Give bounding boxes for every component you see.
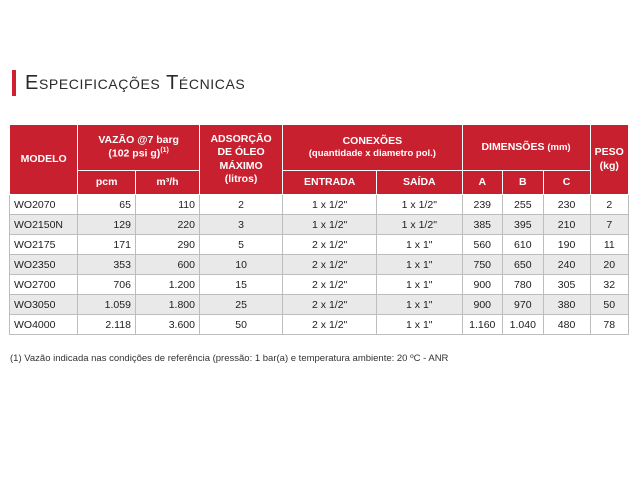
cell-m3h: 1.200: [135, 275, 199, 295]
specifications-table: [9, 124, 629, 335]
header-vazao-line1: VAZÃO @7 barg: [98, 134, 179, 147]
cell-dim-c: 230: [543, 195, 590, 215]
cell-dim-a: 560: [462, 235, 503, 255]
cell-dim-b: 650: [503, 255, 544, 275]
cell-dim-c: 480: [543, 315, 590, 335]
header-pcm: pcm: [78, 171, 136, 195]
cell-pcm: 129: [78, 215, 136, 235]
table-row: [10, 195, 629, 215]
cell-entrada: 1 x 1/2": [283, 215, 377, 235]
header-dim-a: A: [462, 171, 503, 195]
cell-peso: 2: [590, 195, 628, 215]
cell-dim-a: 900: [462, 295, 503, 315]
cell-oleo: 5: [199, 235, 282, 255]
cell-entrada: 2 x 1/2": [283, 275, 377, 295]
header-vazao: [78, 125, 200, 171]
cell-dim-a: 239: [462, 195, 503, 215]
cell-entrada: 2 x 1/2": [283, 315, 377, 335]
cell-dim-a: 750: [462, 255, 503, 275]
cell-saida: 1 x 1": [377, 315, 462, 335]
cell-pcm: 353: [78, 255, 136, 275]
cell-saida: 1 x 1": [377, 275, 462, 295]
cell-modelo: WO2175: [10, 235, 78, 255]
cell-pcm: 171: [78, 235, 136, 255]
cell-dim-c: 380: [543, 295, 590, 315]
header-conexoes-sub: (quantidade x diametro pol.): [308, 148, 436, 160]
cell-pcm: 65: [78, 195, 136, 215]
cell-peso: 7: [590, 215, 628, 235]
header-vazao-psi: (102 psi g): [108, 147, 161, 160]
cell-peso: 11: [590, 235, 628, 255]
cell-dim-b: 255: [503, 195, 544, 215]
cell-modelo: WO2700: [10, 275, 78, 295]
cell-pcm: 706: [78, 275, 136, 295]
header-dim-b: B: [503, 171, 544, 195]
cell-entrada: 1 x 1/2": [283, 195, 377, 215]
header-dimensoes: [462, 125, 590, 171]
cell-oleo: 3: [199, 215, 282, 235]
cell-m3h: 3.600: [135, 315, 199, 335]
cell-saida: 1 x 1": [377, 235, 462, 255]
header-m3h: m³/h: [135, 171, 199, 195]
cell-entrada: 2 x 1/2": [283, 255, 377, 275]
cell-dim-a: 385: [462, 215, 503, 235]
specifications-table-body: [10, 195, 629, 335]
title-accent-bar: [12, 70, 16, 96]
cell-saida: 1 x 1": [377, 295, 462, 315]
cell-peso: 20: [590, 255, 628, 275]
cell-dim-c: 210: [543, 215, 590, 235]
section-title: Especificações Técnicas: [25, 71, 246, 94]
header-conexoes: [283, 125, 462, 171]
cell-dim-b: 780: [503, 275, 544, 295]
cell-dim-b: 970: [503, 295, 544, 315]
cell-dim-c: 190: [543, 235, 590, 255]
table-row: [10, 315, 629, 335]
cell-peso: 78: [590, 315, 628, 335]
cell-modelo: WO2070: [10, 195, 78, 215]
section-header: [12, 68, 245, 98]
table-row: [10, 235, 629, 255]
cell-dim-a: 1.160: [462, 315, 503, 335]
header-vazao-footnote-ref: (1): [160, 147, 169, 155]
cell-dim-a: 900: [462, 275, 503, 295]
cell-m3h: 600: [135, 255, 199, 275]
cell-m3h: 110: [135, 195, 199, 215]
cell-modelo: WO4000: [10, 315, 78, 335]
cell-saida: 1 x 1": [377, 255, 462, 275]
cell-pcm: 2.118: [78, 315, 136, 335]
cell-saida: 1 x 1/2": [377, 195, 462, 215]
header-peso-title: PESO: [594, 146, 624, 159]
cell-m3h: 220: [135, 215, 199, 235]
header-vazao-line2: [80, 147, 197, 161]
cell-peso: 50: [590, 295, 628, 315]
cell-oleo: 2: [199, 195, 282, 215]
header-modelo: MODELO: [10, 125, 78, 195]
cell-oleo: 15: [199, 275, 282, 295]
cell-dim-b: 395: [503, 215, 544, 235]
table-row: [10, 255, 629, 275]
header-dim-c: C: [543, 171, 590, 195]
header-dimensoes-title: DIMENSÕES: [481, 140, 545, 153]
table-row: [10, 275, 629, 295]
table-row: [10, 295, 629, 315]
cell-pcm: 1.059: [78, 295, 136, 315]
header-entrada: ENTRADA: [283, 171, 377, 195]
cell-modelo: WO3050: [10, 295, 78, 315]
header-saida: SAÍDA: [377, 171, 462, 195]
cell-dim-b: 610: [503, 235, 544, 255]
cell-peso: 32: [590, 275, 628, 295]
cell-dim-b: 1.040: [503, 315, 544, 335]
cell-modelo: WO2150N: [10, 215, 78, 235]
cell-entrada: 2 x 1/2": [283, 235, 377, 255]
header-peso-unit: (kg): [599, 159, 619, 172]
footnote: (1) Vazão indicada nas condições de referência (pressão: 1 bar(a) e temperatura ambiente: 20 ºC - ANR: [10, 353, 449, 364]
cell-m3h: 290: [135, 235, 199, 255]
cell-dim-c: 305: [543, 275, 590, 295]
header-dimensoes-unit: (mm): [547, 141, 571, 153]
cell-modelo: WO2350: [10, 255, 78, 275]
cell-oleo: 25: [199, 295, 282, 315]
cell-entrada: 2 x 1/2": [283, 295, 377, 315]
header-peso: [590, 125, 628, 195]
table-row: [10, 215, 629, 235]
header-adsorcao: ADSORÇÃO DE ÓLEO MÁXIMO (litros): [199, 125, 282, 195]
cell-m3h: 1.800: [135, 295, 199, 315]
cell-dim-c: 240: [543, 255, 590, 275]
header-conexoes-title: CONEXÕES: [342, 135, 403, 147]
cell-saida: 1 x 1/2": [377, 215, 462, 235]
cell-oleo: 50: [199, 315, 282, 335]
cell-oleo: 10: [199, 255, 282, 275]
